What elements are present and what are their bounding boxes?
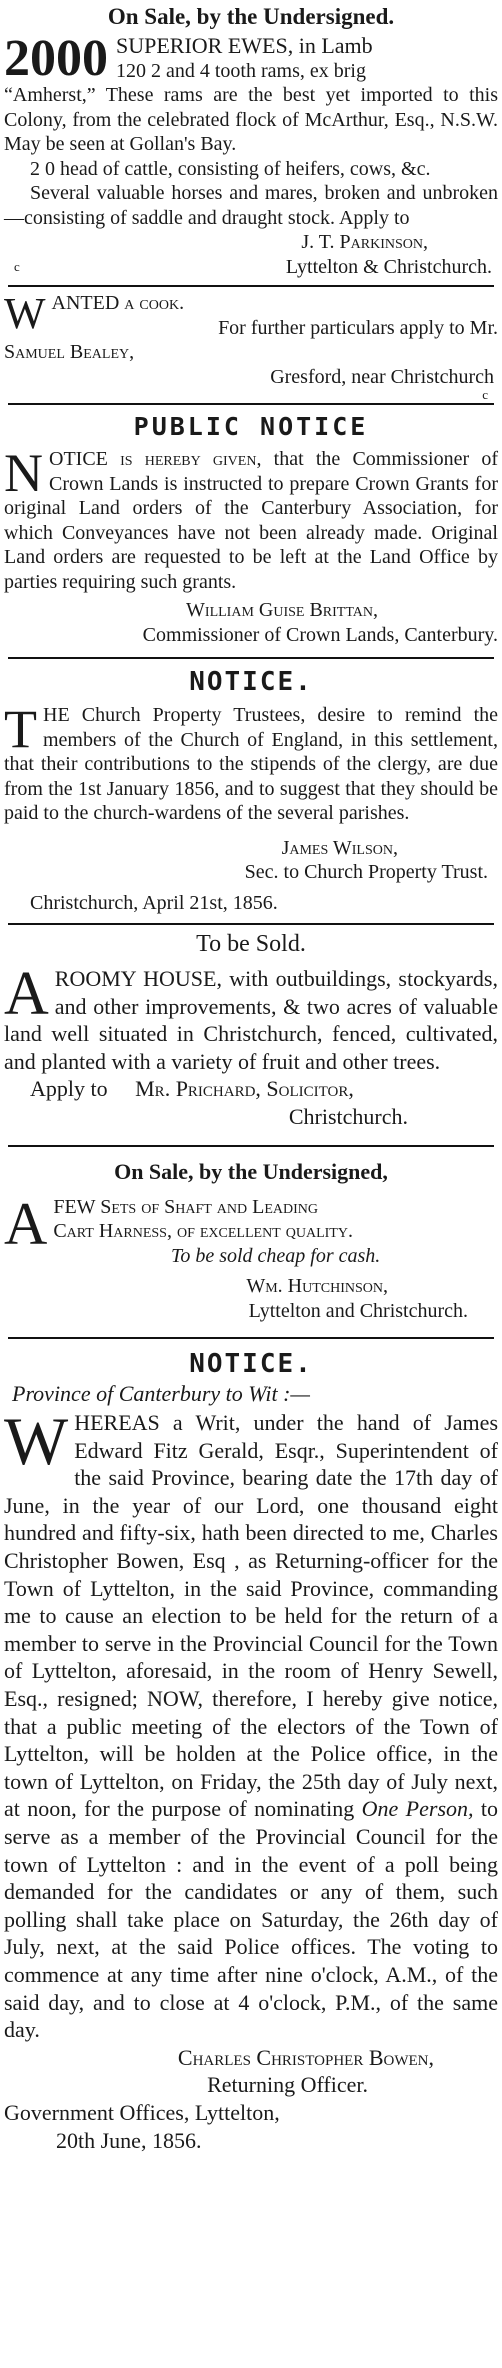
cook-drop-cap: W bbox=[4, 289, 46, 338]
house-text: ROOMY HOUSE, with outbuildings, stockyards, and other improvements, & two acres of valuable land well situated in Christchurch, fenced, cultivated, and planted with a variety of fruit and other trees. bbox=[4, 966, 498, 1074]
church-notice-title: Sec. to Church Property Trust. bbox=[244, 861, 488, 883]
election-notice-dateline-1: Government Offices, Lyttelton, bbox=[4, 2099, 280, 2125]
ewes-heading: On Sale, by the Undersigned. bbox=[107, 4, 395, 29]
election-notice-title: Returning Officer. bbox=[207, 2072, 368, 2098]
election-notice bbox=[4, 1339, 498, 2154]
cook-line-2: For further particulars apply to Mr. bbox=[218, 316, 498, 339]
public-notice bbox=[4, 405, 498, 647]
ewes-horses-text: Several valuable horses and mares, broken and unbroken—consisting of saddle and draught stock. Apply to bbox=[4, 182, 498, 229]
election-notice-subheading: Province of Canterbury to Wit :— bbox=[12, 1381, 310, 1407]
cook-margin-mark: c bbox=[482, 387, 488, 402]
house-advertisement bbox=[4, 925, 498, 1131]
ewes-margin-mark: c bbox=[14, 259, 20, 274]
harness-signer: Wm. Hutchinson, bbox=[246, 1275, 388, 1298]
ewes-line-3: “Amherst,” These rams are the best yet imported to this Colony, from the celebrated flock of McArthur, Esq., N.S.W. May be seen at Gollan's Bay. bbox=[4, 84, 498, 155]
church-notice bbox=[4, 659, 498, 915]
election-notice-heading: NOTICE. bbox=[189, 1349, 313, 1380]
house-drop-cap: A bbox=[4, 960, 49, 1028]
election-notice-one-person: One Person, bbox=[361, 1796, 474, 1822]
ewes-place: Lyttelton & Christchurch. bbox=[285, 255, 492, 278]
public-notice-text: that the Commissioner of Crown Lands is instructed to prepare Crown Grants for original Land orders of the Canterbury Association, for which Conveyances have not been already made. Original Land orders are requested to be left at the Land Office by parties requiring such grants. bbox=[4, 448, 498, 593]
public-notice-lead: OTICE is hereby given, bbox=[49, 448, 262, 470]
church-notice-text: HE Church Property Trustees, desire to remind the members of the Church of England, in this settlement, that their contributions to the stipends of the clergy, are due from the 1st January 1856, and to suggest that they should be paid to the church-wardens of the several parishes. bbox=[4, 704, 498, 824]
harness-drop-cap: A bbox=[4, 1190, 48, 1257]
public-notice-drop-cap: N bbox=[4, 443, 43, 503]
harness-text-2: Cart Harness, of excellent quality. bbox=[53, 1220, 353, 1243]
election-notice-dateline-2: 20th June, 1856. bbox=[56, 2127, 202, 2153]
cook-line-1: ANTED a cook. bbox=[51, 292, 185, 314]
harness-heading: On Sale, by the Undersigned, bbox=[114, 1158, 388, 1184]
ewes-advertisement bbox=[4, 0, 498, 279]
ewes-quantity: 2000 bbox=[4, 30, 108, 87]
harness-place: Lyttelton and Christchurch. bbox=[248, 1299, 468, 1322]
ewes-line-2: 120 2 and 4 tooth rams, ex brig bbox=[116, 59, 366, 82]
ewes-signer: J. T. Parkinson, bbox=[301, 231, 428, 253]
election-notice-signer: Charles Christopher Bowen, bbox=[177, 2044, 434, 2070]
church-notice-drop-cap: T bbox=[4, 699, 37, 759]
cook-place: Gresford, near Christchurch bbox=[270, 365, 494, 388]
house-heading: To be Sold. bbox=[196, 931, 306, 957]
harness-italic: To be sold cheap for cash. bbox=[171, 1244, 381, 1267]
ewes-line-1: SUPERIOR EWES, in Lamb bbox=[116, 33, 373, 58]
public-notice-title: Commissioner of Crown Lands, Canterbury. bbox=[142, 623, 498, 646]
election-notice-drop-cap: W bbox=[4, 1403, 69, 1480]
house-place: Christchurch. bbox=[288, 1103, 408, 1129]
church-notice-signer: James Wilson, bbox=[281, 836, 398, 859]
harness-advertisement bbox=[4, 1147, 498, 1324]
house-apply-label: Apply to bbox=[30, 1076, 108, 1102]
public-notice-heading: PUBLIC NOTICE bbox=[133, 412, 369, 441]
harness-text-1: FEW Sets of Shaft and Leading bbox=[53, 1195, 318, 1218]
cook-name: Samuel Bealey, bbox=[4, 341, 135, 363]
public-notice-signer: William Guise Brittan, bbox=[186, 599, 378, 621]
election-notice-text-a: HEREAS a Writ, under the hand of James Edward Fitz Gerald, Esqr., Superintendent of the said Province, bearing date the 17th day of June, in the year of our Lord, one thousand eight hundred and fifty-six, hath been directed to me, Charles Christopher Bowen, Esq , as Returning-officer for the Town of Lyttelton, in the said Province, commanding me to cause an election to be held for the return of a member to serve in the Provincial Council for the Town of Lyttelton, aforesaid, in the room of Henry Sewell, Esq., resigned; NOW, therefore, I hereby give notice, that a public meeting of the electors of the Town of Lyttelton, will be holden at the Police office, in the town of Lyttelton, on Friday, the 25th day of July next, at noon, for the purpose of nominating bbox=[4, 1410, 498, 1822]
church-notice-heading: NOTICE. bbox=[189, 667, 313, 697]
cook-advertisement bbox=[4, 287, 498, 403]
ewes-cattle-text: 2 0 head of cattle, consisting of heifers, cows, &c. bbox=[30, 157, 431, 180]
church-notice-dateline: Christchurch, April 21st, 1856. bbox=[30, 891, 278, 914]
house-apply-name: Mr. Prichard, Solicitor, bbox=[135, 1076, 354, 1102]
election-notice-text-b: to serve as a member of the Provincial Council for the town of Lyttelton : and in the event of a poll being demanded for the candidates or any of them, such polling shall take place on Saturday, the 26th day of July, next, at the said Police offices. The voting to commence at any time after nine o'clock, A.M., of the said day, and to close at 4 o'clock, P.M., of the same day. bbox=[4, 1796, 498, 2043]
